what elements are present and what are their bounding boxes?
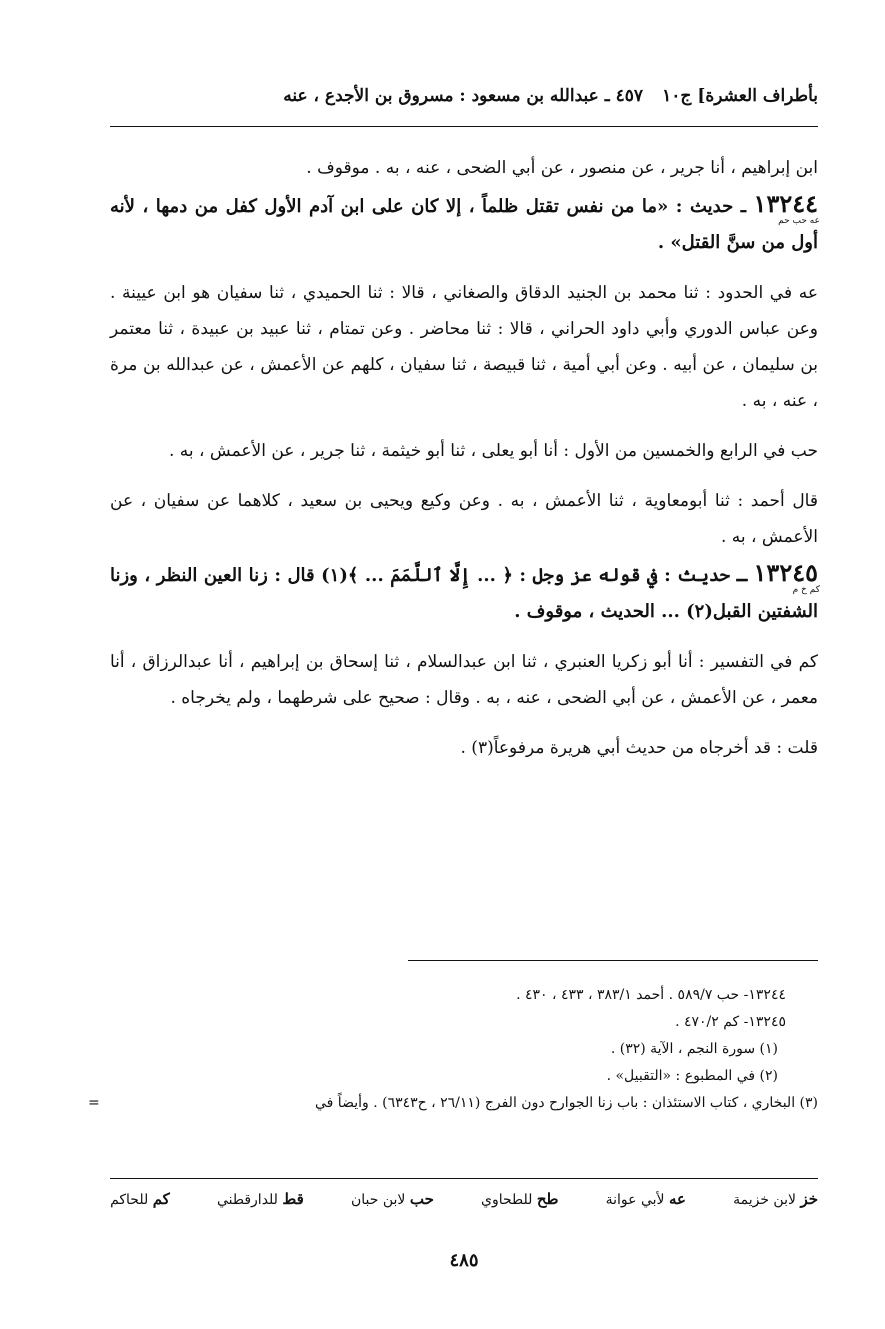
isnad-paragraph: حب في الرابع والخمسين من الأول : أنا أبو يعلى ، ثنا أبو خيثمة ، ثنا جرير ، عن الأعمش ، به .	[168, 441, 818, 461]
book-page	[88, 0, 820, 1329]
hadith-number: ١٣٢٤٤	[753, 189, 818, 218]
footnote-rule	[408, 960, 818, 961]
hadith-sigla: كم خ م	[792, 585, 820, 595]
hadith-text: ـ حديث : في قوله عز وجل : ﴿ ... إِلَّا ٱللَّمَمَ ... ﴾(١) قال : زنا العين النظر ، وزنا الشفتين القبل(٢) ... الحديث ، موقوف .	[110, 565, 818, 622]
running-head	[110, 86, 818, 116]
section-title: ٤٥٧ ـ عبدالله بن مسعود : مسروق بن الأجدع ، عنه	[283, 86, 643, 106]
abbreviation-item: كم للحاكم	[110, 1190, 170, 1208]
hadith-13244	[110, 186, 818, 261]
isnad-paragraph: عه في الحدود : ثنا محمد بن الجنيد الدقاق والصغاني ، قالا : ثنا الحميدي ، ثنا سفيان هو ابن عيينة . وعن عباس الدوري وأبي داود الحراني ، قالا : ثنا محاضر . وعن تمتام ، ثنا عبيد بن عبيدة ، ثنا معتمر بن سليمان ، عن أبيه . وعن أبي أمية ، ثنا قبيصة ، ثنا سفيان ، كلهم عن الأعمش ، عن عبدالله بن مرة ، عنه ، به .	[110, 283, 818, 411]
isnad-paragraph: قال أحمد : ثنا أبومعاوية ، ثنا الأعمش ، به . وعن وكيع ويحيى بن سعيد ، كلاهما عن سفيان ، عن الأعمش ، به .	[110, 491, 818, 547]
footnotes	[88, 982, 818, 1117]
footnote: (٣) البخاري ، كتاب الاستئذان : باب زنا الجوارح دون الفرج (٢٦/١١ ، ح٦٣٤٣) . وأيضاً في	[315, 1095, 818, 1111]
footnote-reference: ١٣٢٤٤- حب ٥٨٩/٧ . أحمد ٣٨٣/١ ، ٤٣٣ ، ٤٣٠ .	[516, 987, 786, 1003]
hadith-sigla: عه حب حم	[778, 216, 820, 226]
footnote: (١) سورة النجم ، الآية (٣٢) .	[610, 1041, 778, 1057]
main-text	[110, 150, 818, 766]
hadith-text: ـ حديث : «ما من نفس تقتل ظلماً ، إلا كان على ابن آدم الأول كفل من دمها ، لأنه أول من سنَّ القتل» .	[110, 196, 818, 253]
continuation-mark: =	[88, 1095, 100, 1111]
footer-rule	[110, 1178, 818, 1179]
footnote-row	[88, 1090, 818, 1117]
intro-line: ابن إبراهيم ، أنا جرير ، عن منصور ، عن أبي الضحى ، عنه ، به . موقوف .	[306, 158, 818, 178]
abbreviation-item: قط للدارقطني	[216, 1190, 304, 1208]
author-comment: قلت : قد أخرجاه من حديث أبي هريرة مرفوعاً(٣) .	[460, 738, 818, 758]
abbreviation-item: خز لابن خزيمة	[733, 1190, 818, 1208]
abbreviation-key	[110, 1190, 818, 1208]
hadith-13245	[110, 555, 818, 630]
abbreviation-item: طح للطحاوي	[481, 1190, 559, 1208]
page-number: ٤٨٥	[449, 1250, 479, 1271]
footnote-reference: ١٣٢٤٥- كم ٤٧٠/٢ .	[675, 1014, 786, 1030]
abbreviation-item: حب لابن حبان	[350, 1190, 434, 1208]
footnote: (٢) في المطبوع : «التقبيل» .	[606, 1068, 778, 1084]
isnad-paragraph: كم في التفسير : أنا أبو زكريا العنبري ، ثنا ابن عبدالسلام ، ثنا إسحاق بن إبراهيم ، أنا عبدالرزاق ، أنا معمر ، عن الأعمش ، عن أبي الضحى ، عنه ، به . وقال : صحيح على شرطهما ، ولم يخرجاه .	[110, 652, 818, 708]
hadith-number: ١٣٢٤٥	[753, 558, 818, 587]
book-title: بأطراف العشرة] ج١٠	[662, 86, 818, 106]
header-rule	[110, 126, 818, 127]
abbreviation-item: عه لأبي عوانة	[605, 1190, 686, 1208]
